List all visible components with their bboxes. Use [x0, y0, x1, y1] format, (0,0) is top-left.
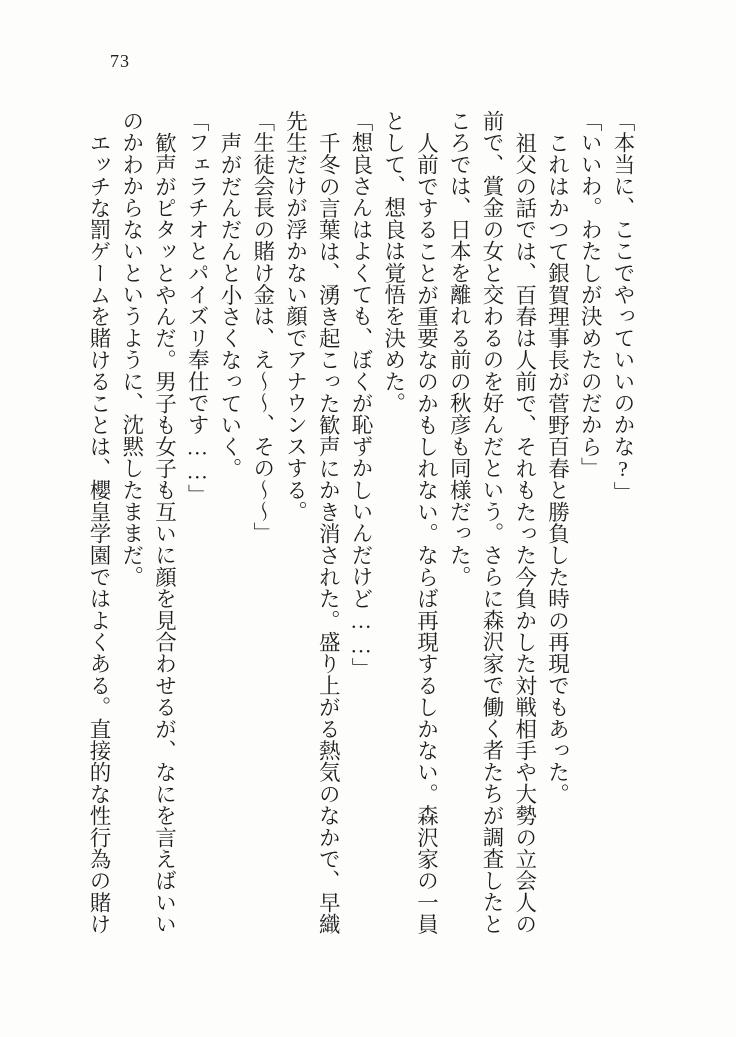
- text-line: ころでは、日本を離れる前の秋彦も同様だった。: [447, 110, 472, 588]
- text-line: のかわからないというように、沈黙したままだ。: [119, 110, 144, 588]
- text-line: 千冬の言葉は、湧き起こった歓声にかき消された。盛り上がる熱気のなかで、早織: [316, 131, 341, 935]
- text-line: 人前ですることが重要なのかもしれない。ならば再現するしかない。森沢家の一員: [414, 131, 439, 935]
- text-line: これはかつて銀賀理事長が菅野百春と勝負した時の再現でもあった。: [545, 131, 570, 805]
- text-line: 歓声がピタッとやんだ。男子も女子も互いに顔を見合わせるが、なにを言えばいい: [152, 131, 177, 935]
- text-line: 「フェラチオとパイズリ奉仕です……」: [185, 110, 210, 506]
- text-line: 声がだんだんと小さくなっていく。: [218, 131, 242, 479]
- text-line: として、想良は覚悟を決めた。: [381, 110, 406, 414]
- text-line: 「本当に、ここでやっていいのかな?」: [611, 110, 635, 504]
- text-line: エッチな罰ゲームを賭けることは、櫻皇学園ではよくある。直接的な性行為の賭け: [87, 131, 111, 935]
- text-line: 「いいわ。わたしが決めたのだから」: [578, 110, 603, 479]
- page-number: 73: [110, 51, 130, 71]
- vertical-text-block: [82, 110, 639, 935]
- text-line: 先生だけが浮かない顔でアナウンスする。: [283, 110, 308, 523]
- text-line: 祖父の話では、百春は人前で、それもたった今負かした対戦相手や大勢の立会人の: [512, 131, 537, 935]
- text-line: 「生徒会長の賭け金は、え〜〜、その〜〜」: [250, 110, 275, 544]
- text-line: 前で、賞金の女と交わるのを好んだという。さらに森沢家で働く者たちが調査したと: [480, 110, 504, 935]
- text-line: 「想良さんはよくても、ぼくが恥ずかしいんだけど……」: [349, 110, 373, 680]
